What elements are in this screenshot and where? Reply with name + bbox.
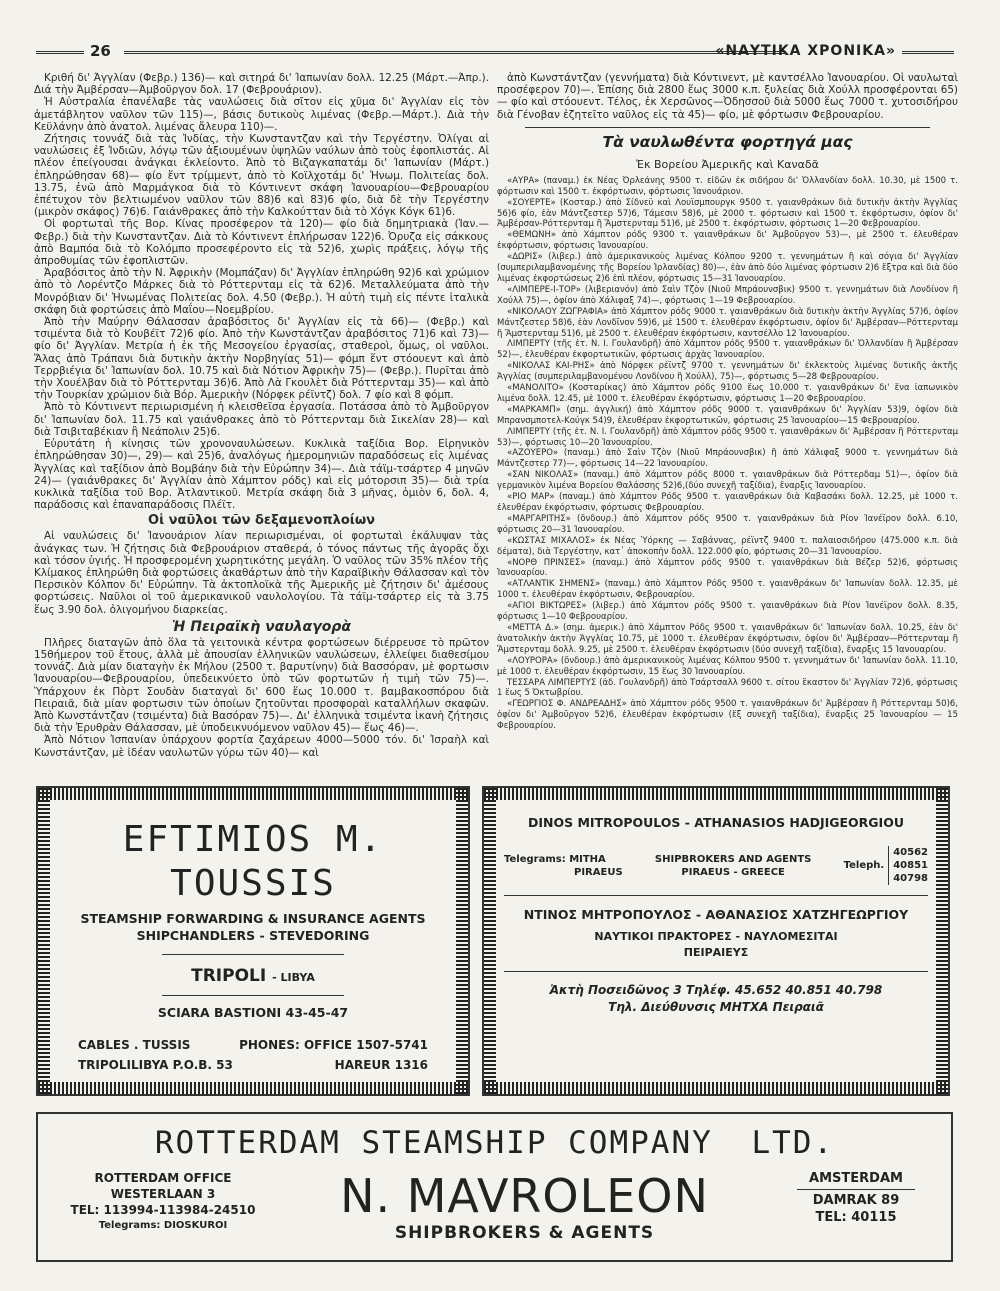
paragraph: Ἀπὸ τὸ Κόντινεντ περιωρισμένη ἡ κλεισθεῖσα ἐργασία. Ποτάσσα ἀπὸ τὸ Ἀμβοῦργον δι' Ἰαπωνίαν δολ. 11.75 καὶ γαιάνθρακες ἀπὸ τὸ Ρόττερνταμ διὰ Σικελίαν 28)— καὶ διὰ Τσιβιταβέκιαν ἢ Νεάπολιν 25)6. xyxy=(34,401,489,438)
ad-office-address: WESTERLAAN 3 xyxy=(110,1187,216,1201)
ad-title: DINOS MITROPOULOS - ATHANASIOS HADJIGEORGIOU xyxy=(527,815,904,830)
ad-border-pattern xyxy=(456,788,468,1094)
list-item: ΛΙΜΠΕΡΤΥ (τῆς ἑτ. Ν. Ι. Γουλανδρῆ) ἀπὸ Χάμπτον ρόδς 9500 τ. γαιανθράκων δι' Ἀμβέρσαν ἢ Ρόττερνταμ 53)—, φόρτωσις 10—20 Ἰανουαρίου. xyxy=(497,426,958,448)
ad-greek-line: ΝΑΥΤΙΚΟΙ ΠΡΑΚΤΟΡΕΣ - ΝΑΥΛΟΜΕΣΙΤΑΙ xyxy=(594,930,838,943)
ad-border-pattern xyxy=(484,1082,948,1094)
ad-border-pattern xyxy=(484,788,496,1094)
fixtures-list xyxy=(497,176,958,732)
ad-title: ROTTERDAM STEAMSHIP COMPANY xyxy=(154,1125,713,1161)
list-item: «ΜΑΝΟΛΙΤΟ» (Κοσταρίκας) ἀπὸ Χάμπτον ρόδς 9100 ἕως 10.000 τ. γαιανθράκων δι' ἕνα ἰαπωνικὸν λιμένα δολλ. 12.45, μὲ 1000 τ. ἐλευθέραν ἐκφόρτωσιν, φόρτωσις 1—20 Φεβρουαρίου. xyxy=(497,383,958,404)
page-header xyxy=(36,42,954,62)
ad-greek-telegram: Τηλ. Διεύθυνσις ΜΗΤΧΑ Πειραιᾶ xyxy=(608,1000,824,1014)
subheading-north-america: Ἐκ Βορείου Ἀμερικῆς καὶ Καναδᾶ xyxy=(636,157,819,171)
paragraph: Αἱ ναυλώσεις δι' Ἰανουάριον λίαν περιωρισμέναι, οἱ φορτωταὶ ἐκάλυψαν τὰς ἀνάγκας των. Ἡ ζήτησις διὰ Φεβρουάριον σταθερά, ὁ τόνος πάντως τῆς ἀγορᾶς ὄχι καὶ τόσον ὑγιής. Ἡ προσφερομένη χωρητικότης μεγάλη. Ὁ ναῦλος τῶν 35% πλέον τῆς Κλίμακος ἐπληρώθη διὰ φορτώσεις ἀκαθάρτων ἀπὸ τὴν Καραϊβικὴν Θάλασσαν καὶ τὸν Περσικὸν Κόλπον δι' Εὐρώπην. Τὰ ἀκτοπλοϊκὰ τῆς Ἀμερικῆς μὲ ζήτησιν δι' ἀμέσους φορτώσεις. Ναῦλοι οἱ τοῦ ἀμερικανικοῦ ναυλολογίου. Τὰ τάϊμ-τσάρτερ εἰς τὰ 3.75 ἕως 3.90 δολ. ὀλιγομήνου διαρκείας. xyxy=(34,530,489,616)
ad-contact-block xyxy=(504,846,928,885)
advertisement-mitropoulos xyxy=(482,786,950,1096)
ad-business-line: SHIPBROKERS AND AGENTS xyxy=(654,853,812,865)
ad-telegrams-city: PIRAEUS xyxy=(574,866,623,878)
ad-cables: CABLES . TUSSIS xyxy=(78,1038,191,1052)
list-item: ΤΕΣΣΑΡΑ ΛΙΜΠΕΡΤΥΣ (ἀδ. Γουλανδρῆ) ἀπὸ Τσάρτσαλλ 9600 τ. σίτου ἕκαστον δι' Ἀγγλίαν 72)6, φόρτωσις 1 ἕως 5 Ὀκτωβρίου. xyxy=(497,677,958,699)
header-rule-middle xyxy=(124,51,786,54)
ad-border-pattern xyxy=(38,788,468,800)
ad-address: SCIARA BASTIONI 43-45-47 xyxy=(157,1005,349,1020)
ad-phones xyxy=(844,846,928,885)
ad-border-pattern xyxy=(936,788,948,1094)
advertisement-toussis xyxy=(36,786,470,1096)
ad-company-name: EFTIMIOS M. TOUSSIS xyxy=(122,819,384,904)
publication-title: «ΝΑΥΤΙΚΑ ΧΡΟΝΙΚΑ» xyxy=(715,43,896,59)
divider xyxy=(797,1189,915,1190)
header-rule-right xyxy=(902,51,954,54)
list-item: «ΑΥΡΑ» (παναμ.) ἐκ Νέας Ὀρλεάνης 9500 τ. εἰδῶν ἐκ σιδήρου δι' Ὀλλανδίαν δολλ. 10.30, μὲ 1500 τ. φόρτωσιν καὶ 1500 τ. ἐκφόρτωσιν, φόρτωσις Ἰανουάριον. xyxy=(497,175,958,197)
ad-contact-row xyxy=(78,1056,428,1074)
ad-office-telegrams: Telegrams: DIOSKUROI xyxy=(98,1220,228,1231)
ad-ltd: LTD. xyxy=(751,1125,835,1161)
left-column xyxy=(34,72,489,772)
list-item: «ΣΟΥΕΡΤΕ» (Κοσταρ.) ἀπὸ Σίδνεϋ καὶ Λουϊσμπουργκ 9500 τ. γαιανθράκων διὰ δυτικὴν ἀκτὴν Ἀγγλίας 56)6 φίο, ἐὰν Μάντζεστερ 57)6, Τάμεσιν 58)6, μὲ 2000 τ. φόρτωσιν καὶ 1500 τ. ἐκφόρτωσιν, ὁφίον δι' Ἀμβέρσαν-Ρόττερνταμ ἢ Ἄμστερνταμ 51)6, μὲ 2500 τ. ἐκφόρτωσιν, φόρτωσις 1—20 Φεβρουαρίου. xyxy=(497,197,958,230)
list-item: «ΝΙΚΟΛΑΣ ΚΑΙ-ΡΗΣ» ἀπὸ Νόρφεκ ρέϊντζ 9700 τ. γεννημάτων δι' ἐκλεκτοὺς λιμένας δυτικῆς ἀκτῆς Ἀγγλίας (συμπεριλαμβανομένου Λονδίνου ἢ Χούλλ), 75)—, φόρτωσις 5—28 Φεβρουαρίου. xyxy=(497,361,958,383)
ad-border-pattern xyxy=(38,788,50,1094)
ad-country: - LIBYA xyxy=(272,971,315,984)
ad-rotterdam-title-row xyxy=(38,1124,951,1162)
list-item: «ΜΕΤΤΑ Δ.» (σημ. ἀμερικ.) ἀπὸ Χάμπτον Ρόδς 9500 τ. γαιανθράκων δι' Ἰαπωνίαν δολλ. 10.25, ἐὰν δι' ἀνατολικὴν ἀκτὴν Ἀγγλίας 10.75, μὲ 1000 τ. ἐλευθέραν ἐκφόρτωσιν, ὁφίον δι' Ἀμβέρσαν—Ρόττερνταμ ἢ Ἄμστερνταμ δολλ. 9.25, μὲ 2500 τ. ἐλευθέραν ἐκφόρτωσιν (δύο συνεχῆ ταξίδια), ἔναρξις 15 Ἰανουαρίου. xyxy=(497,622,958,655)
ad-hareur: HAREUR 1316 xyxy=(334,1058,428,1072)
ad-contact-row xyxy=(78,1036,428,1054)
divider xyxy=(525,127,930,128)
list-item: «ΡΙΟ ΜΑΡ» (παναμ.) ἀπὸ Χάμπτον Ρόδς 9500 τ. γαιανθράκων διὰ Καβασάκι δολλ. 12.25, μὲ 1000 τ. ἐλευθέραν ἐκφόρτωσιν, φόρτωσις Φεβρουαρίου. xyxy=(497,492,958,513)
ad-border-pattern xyxy=(38,1082,468,1094)
list-item: «ΓΕΩΡΓΙΟΣ Φ. ΑΝΔΡΕΑΔΗΣ» ἀπὸ Χάμπτον ρόδς 9500 τ. γαιανθράκων δι' Ἀμβέρσαν ἢ Ρόττερνταμ 50)6, ὁφίον δι' Ἀμβοῦργον 52)6, ἐλευθέραν ἐκφόρτωσιν (ἕξ συνεχῆ ταξίδια), ἔναρξις 25 Ἰανουαρίου — 15 Φεβρουαρίου. xyxy=(497,699,958,732)
ad-teleph-label: Teleph. xyxy=(843,860,885,871)
ad-greek-line: ΠΕΙΡΑΙΕΥΣ xyxy=(683,946,749,959)
ad-phone: 40851 xyxy=(893,860,928,871)
ad-pobox: TRIPOLILIBYA P.O.B. 53 xyxy=(78,1058,233,1072)
ad-business-line: PIRAEUS - GREECE xyxy=(681,866,785,878)
ad-company-sub: SHIPBROKERS & AGENTS xyxy=(394,1223,655,1243)
list-item: «ΚΩΣΤΑΣ ΜΙΧΑΛΟΣ» ἐκ Νέας Ὑόρκης — Σαβάννας, ρέϊντζ 9400 τ. παλαιοσιδήρου (475.000 κ.π. διὰ δέματα), διὰ Τεργέστην, κατ᾽ ἀποκοπὴν δολλ. 122.000 φίο, φόρτωσις 20—31 Ἰανουαρίου. xyxy=(497,535,958,557)
ad-telegrams xyxy=(504,853,623,879)
page-number: 26 xyxy=(90,42,111,60)
ad-services-line: SHIPCHANDLERS - STEVEDORING xyxy=(136,928,370,943)
list-item: «ΔΩΡΙΣ» (λιβερ.) ἀπὸ ἀμερικανικοὺς λιμένας Κόλπου 9200 τ. γεννημάτων ἢ καὶ σόγια δι' Ἀγγλίαν (συμπεριλαμβανομένης τῆς Βορείου Ἰρλανδίας) 80)—, ἐὰν ἀπὸ δύο λιμένας φόρτωσιν 2)6 ἔξτρα καὶ διὰ δύο λιμένας ἐκφορτώσεως 2)6 ἐπὶ πλέον, φόρτωσις 15—31 Ἰανουαρίου. xyxy=(497,252,958,284)
ad-mavroleon xyxy=(268,1170,781,1244)
ad-phone-list xyxy=(888,846,928,885)
list-item: ΛΙΜΠΕΡΤΥ (τῆς ἑτ. Ν. Ι. Γουλανδρῆ) ἀπὸ Χάμπτον ρόδς 9500 τ. γαιανθράκων δι' Ὀλλανδίαν ἢ Ἀμβέρσαν 52)—, ἐλευθέραν ἐκφορτωτικῶν, φόρτωσις ἀρχὰς Ἰανουαρίου. xyxy=(497,339,958,361)
ad-office-name: AMSTERDAM xyxy=(809,1171,903,1186)
list-item: «ΝΙΚΟΛΑΟΥ ΖΩΓΡΑΦΙΑ» ἀπὸ Χάμπτον ρόδς 9000 τ. γαιανθράκων διὰ δυτικὴν ἀκτὴν Ἀγγλίας 57)6, ὁφίον Μάντζεστερ 58)6, ἐὰν Λονδῖνον 59)6, μὲ 1500 τ. ἐλευθέραν ἐκφόρτωσιν, ὁφίον δι' Ἀμβέρσαν—Ρόττερνταμ ἢ Ἄμστερνταμ 51)6, μὲ 2500 τ. ἐλευθέραν ἐκφόρτωσιν, καντσέλλο 12 Ἰανουαρίου. xyxy=(497,306,958,339)
ad-office-address: DAMRAK 89 xyxy=(812,1193,900,1208)
ad-phone: 40562 xyxy=(893,847,928,858)
paragraph: Οἱ φορτωταὶ τῆς Βορ. Κίνας προσέφερον τὰ 120)— φίο διὰ δημητριακὰ (Ἰαν.—Φεβρ.) διὰ τὴν Κωνσταντζαν. Διὰ τὸ Κόντινεντ ἐπλήρωσαν 122)6. Ὀρυζα εἰς σάκκους ἀπὸ Βαμπόα διὰ τὸ Κολόμπο προσεφέροντο εἰς τὰ 52)6, χωρὶς πράξεις, λόγῳ τῆς ἀπροθυμίας τῶν ἐφοπλιστῶν. xyxy=(34,218,489,268)
paragraph: Ἀραβόσιτος ἀπὸ τὴν Ν. Ἀφρικὴν (Μομπάζαν) δι' Ἀγγλίαν ἐπληρώθη 92)6 καὶ χρώμιον ἀπὸ τὸ Λορέντζο Μάρκες διὰ τὸ Ρόττερνταμ εἰς τὰ 62)6. Μεταλλεύματα ἀπὸ τὴν Μονρόβιαν δι' Ἡνωμένας Πολιτείας δολ. 4.50 (Φεβρ.). Ἡ αὐτὴ τιμὴ εἰς πέντε ἰταλικὰ σκάφη διὰ φορτώσεις ἀπὸ Μαΐου—Νοεμβρίου. xyxy=(34,267,489,316)
list-item: «ΑΖΟΥΕΡΟ» (παναμ.) ἀπὸ Σαὶν Τζὸν (Νιοῦ Μπράουνσβικ) ἢ ἀπὸ Χάλιφαξ 9000 τ. γεννημάτων διὰ Μάντζεστερ 77)—, φόρτωσις 14—22 Ἰανουαρίου. xyxy=(497,448,958,470)
list-item: «ΛΙΜΠΕΡΕ-Ι-ΤΟΡ» (λιβεριανόν) ἀπὸ Σαὶν Τζὸν (Νιοῦ Μπράουνσβικ) 9500 τ. γεννημάτων διὰ Λονδίνον ἢ Χούλλ 75)—, ὁφίον ἀπὸ Χάλιφαξ 74)—, φόρτωσις 1—19 Φεβρουαρίου. xyxy=(497,284,958,306)
section-heading-piraeus: Ἡ Πειραϊκὴ ναυλαγορὰ xyxy=(172,618,351,635)
divider xyxy=(162,995,344,996)
paragraph: Εὐρυτάτη ἡ κίνησις τῶν χρονοναυλώσεων. Κυκλικὰ ταξίδια Βορ. Εἰρηνικὸν ἐπληρώθησαν 30)—, 29)— καὶ 25)6, ἀναλόγως ἡμερομηνιῶν παραδόσεως εἰς λιμένας Ἀγγλίας καὶ ταξίδιον ἀπὸ Βομβάην διὰ τὴν Εὐρώπην 34)—. Διὰ τάϊμ-τσάρτερ 4 μηνῶν 24)— (γαιάνθρακες δι' Ἀγγλίαν ἀπὸ Χάμπτον ρόδς) καὶ εἰς μότορσιπ 35)— διὰ τρία κυκλικὰ ταξίδια τοῦ Βορ. Ἀτλαντικοῦ. Μετρία σκάφη διὰ 3 μῆνας, ὁμιὸν 6, δολ. 4, παράδοσις καὶ ἐπαναπαράδοσις Πλέϊτ. xyxy=(34,438,489,512)
ad-phone: 40798 xyxy=(893,873,928,884)
list-item: «ΝΟΡΘ ΠΡΙΝΣΕΣ» (παναμ.) ἀπὸ Χάμπτον ρόδς 9500 τ. γαιανθράκων διὰ Βέζερ 52)6, φόρτωσις Ἰανουαρίου. xyxy=(497,557,958,579)
ad-amsterdam-office xyxy=(781,1170,931,1226)
ad-city-name: TRIPOLI xyxy=(191,966,267,986)
paragraph: Ἀπὸ τὴν Μαύρην Θάλασσαν ἀραβόσιτος δι' Ἀγγλίαν εἰς τὰ 66)— (Φεβρ.) καὶ τσιμέντα διὰ τὸ Κουβέϊτ 72)6 φίο. Ἀπὸ τὴν Κωνστάντζαν ἀραβόσιτος 71)6 καὶ 73)— φίο δι' Ἀγγλίαν. Μετρία ἡ ἐκ τῆς Μεσογείου ἐργασίας, σταθεροὶ, ὅμως, οἱ ναῦλοι. Ἄλας ἀπὸ Τράπανι διὰ δυτικὴν ἀκτὴν Νορβηγίας 51)— φόμπ ἕντ στόουεντ καὶ ἀπὸ Τερρβιέγια δι' Ἰαπωνίαν δολ. 10.75 καὶ διὰ Νότιον Ἀφρικὴν 75)— (Φεβρ.). Πυρῖται ἀπὸ τὴν Χουέλβαν διὰ τὸ Ρόττερνταμ 36)6. Ἀπὸ Λὰ Γκουλὲτ διὰ Ρόττερνταμ 35)— καὶ ἀπὸ τὴν Τουρκίαν χρώμιον διὰ Βόρ. Ἀμερικὴν (Νόρφεκ ρέϊντζ) δολ. 7 φίο καὶ 8 φόμπ. xyxy=(34,316,489,402)
paragraph: ἀπὸ Κωνστάντζαν (γεννήματα) διὰ Κόντινεντ, μὲ καντσέλλο Ἰανουαρίου. Οἱ ναυλωταὶ προσέφερον 70)—. Ἐπίσης διὰ 2800 ἕως 3000 κ.π. ξυλείας διὰ Χούλλ προσφέρονται 65)— φίο καὶ στόουεντ. Τέλος, ἐκ Χερσῶνος—Ὀδησσοῦ διὰ 5000 ἕως 7000 τ. χυτοσιδήρου διὰ Γένοβαν ἐζητεῖτο ναῦλος εἰς τὰ 45)— φίο, μὲ φόρτωσιν Φεβρουαρίου. xyxy=(497,72,958,121)
paragraph: Ἡ Αὐστραλία ἐπανέλαβε τὰς ναυλώσεις διὰ σῖτον εἰς χῦμα δι' Ἀγγλίαν εἰς τὸν ἀμετάβλητον ναῦλον τῶν 115)—, βάσις δυτικοὺς λιμένας (Φεβρ.—Μάρτ.). Διὰ τὴν Κεϋλάνην ἀπὸ ἀνατολ. λιμένας ἄλευρα 110)—. xyxy=(34,96,489,133)
ad-border-pattern xyxy=(484,788,948,800)
paragraph: Κριθή δι' Άγγλίαν (Φεβρ.) 136)— καὶ σιτηρά δι' Ίαπωνίαν δολλ. 12.25 (Μάρτ.—Άπρ.). Διά τὴν Άμβέρσαν—Άμβοῦργον δολ. 17 (Φεβρουάριον). xyxy=(34,72,489,97)
divider xyxy=(162,954,344,955)
ad-rotterdam-office xyxy=(58,1170,268,1234)
ad-telegrams-label: Telegrams: xyxy=(504,853,566,865)
ad-services-line: STEAMSHIP FORWARDING & INSURANCE AGENTS xyxy=(80,911,426,926)
paragraph: Ἀπὸ Νότιον Ἰσπανίαν ὑπάρχουν φορτία ζαχάρεων 4000—5000 τόν. δι' Ἰσραὴλ καὶ Κωνστάντζαν, μὲ ἰδέαν ναυλωτῶν γύρω τῶν 40)— καὶ xyxy=(34,734,489,759)
ad-office-tel: TEL: 40115 xyxy=(815,1210,897,1225)
list-item: «ΛΟΥΡΟΡΑ» (ὄνδουρ.) ἀπὸ ἀμερικανικοὺς λιμένας Κόλπου 9500 τ. γεννημάτων δι' Ἰαπωνίαν δολλ. 11.10, μὲ 1000 τ. ἐλευθέραν ἐκφόρτωσιν, 15 ἕως 30 Ἰανουαρίου. xyxy=(497,655,958,677)
list-item: «ΣΑΝ ΝΙΚΟΛΑΣ» (παναμ.) ἀπὸ Χάμπτον ρόδς 8000 τ. γαιανθράκων διὰ Ρόττερδαμ 51)—, ὁφίον διὰ γερμανικὸν λιμένα Βορείου Θαλάσσης 52)6,(δύο συνεχῆ ταξίδια), ἔναρξις Ἰανουαρίου. xyxy=(497,470,958,492)
divider xyxy=(504,895,928,896)
ad-greek-address: Ἀκτὴ Ποσειδῶνος 3 Τηλέφ. 45.652 40.851 40.798 xyxy=(549,983,883,997)
ad-greek-title: ΝΤΙΝΟΣ ΜΗΤΡΟΠΟΥΛΟΣ - ΑΘΑΝΑΣΙΟΣ ΧΑΤΖΗΓΕΩΡΓΙΟΥ xyxy=(523,907,909,922)
header-rule-left xyxy=(36,51,84,54)
paragraph: Ζήτησις τοννάζ διὰ τὰς Ἰνδίας, τὴν Κωνσταντζαν καὶ τὴν Τεργέστην. Ὀλίγαι αἱ ναυλώσεις ἐξ Ἰνδιῶν, λόγῳ τῶν ἀξιουμένων ὑψηλῶν ναύλων ἀπὸ τοὺς ἐφοπλιστάς. Αἱ πλέον ἐπείγουσαι ἀνάγκαι ἐκλείοντο. Ἀπὸ τὸ Βιζαγκαπατάμ δι' Ἰαπωνίαν (Μάρτ.) ἐπληρώθησαν 68)— φίο ἕντ τρίμμεντ, ἀπὸ τὸ Κοϊλχοτάμ δι' Ἡνωμ. Πολιτείας δολ. 13.75, ἐνῶ ἀπὸ Μαρμάγκοα διὰ τὸ Κόντινεντ σκάφη Ἰανουαρίου—Φεβρουαρίου ἐπέτυχον τὸν βελτιωμένον ναῦλον τῶν 88)6 καὶ 83)6 φίο, διὰ δὲ τὴν Τεργέστην (μικρὸν σκάφος) 76)6. Γαιάνθρακες ἀπὸ τὴν Καλκούτταν διὰ τὸ Χόγκ Κόγκ 61)6. xyxy=(34,133,489,219)
list-item: «ΜΑΡΚΑΜΠ» (σημ. ἀγγλική) ἀπὸ Χάμπτον ρόδς 9000 τ. γαιανθράκων δι' Ἀγγλίαν 53)9, ὁφίον διὰ Μπρανσμποτελ-Κούγκ 54)9, ἐλευθέραν ἐκφορτωτικῶν, φόρτωσις 25 Ἰανουαρίου—15 Φεβρουαρίου. xyxy=(497,404,958,426)
ad-company-name: N. MAVROLEON xyxy=(340,1169,709,1223)
list-item: «ΜΑΡΓΑΡΙΤΗΣ» (ὄνδουρ.) ἀπὸ Χάμπτον ρόδς 9500 τ. γαιανθράκων διὰ Ρίον Ἰανέϊρον δολλ. 6.10, φόρτωσις 20—31 Ἰανουαρίου. xyxy=(497,513,958,535)
ad-office-name: ROTTERDAM OFFICE xyxy=(94,1171,232,1185)
ad-city xyxy=(52,965,454,989)
list-item: «ΘΕΜΩΝΗ» ἀπὸ Χάμπτον ρόδς 9300 τ. γαιανθράκων δι' Ἀμβοῦργον 53)—, μὲ 2500 τ. ἐλευθέραν ἐκφόρτωσιν, φόρτωσις Ἰανουαρίου. xyxy=(497,230,958,252)
ad-rotterdam-body xyxy=(58,1170,931,1244)
paragraph: Πλῆρες διαταγῶν ἀπὸ ὅλα τὰ γειτονικὰ κέντρα φορτώσεων διέρρευσε τὸ πρῶτον 15θήμερον τοῦ ἔτους, ἀλλὰ μὲ ἀπουσίαν ἑλληνικῶν ναυλώσεων, ἐλλείψει διαθεσίμου τοννάζ. Διὰ μίαν διαταγὴν ἐκ Μήλου (2500 τ. βαρυτίνην) διὰ Βασσόραν, μὲ φορτωσιν Ἰανουαρίου—Φεβρουαρίου, ὑπεδεικνύετο ὑπὸ τῶν φορτωτῶν ἡ τιμὴ τῶν 75)—. Ὑπάρχουν ἐκ Πὸρτ Σουδὰν διαταγαὶ δι' 600 ἕως 10.000 τ. βαμβακοσπόρου διὰ Πειραιᾶ, διὰ μίαν φορτωσιν τῶν ὁποίων ζητοῦνται προσφοραὶ καταλλήλων σκαφῶν. Ἀπὸ Κωνστάντζαν (τσιμέντα) διὰ Βασόραν 75)—. Δι' ἑλληνικὰ τσιμέντα ἱκανὴ ζήτησις διὰ τὴν Ἐρυθρὰν Θάλασσαν, μὲ ὑποδεικνυόμενον ναῦλον 45)— ἕως 46)—. xyxy=(34,636,489,735)
ad-phones: PHONES: OFFICE 1507-5741 xyxy=(239,1038,428,1052)
advertisement-rotterdam xyxy=(36,1112,953,1262)
divider xyxy=(504,971,928,972)
right-column xyxy=(497,72,958,778)
list-item: «ΑΓΙΟΙ ΒΙΚΤΩΡΕΣ» (λιβερ.) ἀπὸ Χάμπτον ρόδς 9500 τ. γαιανθράκων διὰ Ρίον Ἰανέϊρον δολλ. 8.35, φόρτωσις 1—10 Φεβρουαρίου. xyxy=(497,601,958,623)
list-item: «ΑΤΛΑΝΤΙΚ ΣΗΜΕΝΣ» (παναμ.) ἀπὸ Χάμπτον Ρόδς 9500 τ. γαιανθράκων δι' Ἰαπωνίαν δολλ. 12.35, μὲ 1000 τ. ἐλευθέραν ἐκφόρτωσιν, Φεβρουαρίου. xyxy=(497,579,958,601)
ad-office-tel: TEL: 113994-113984-24510 xyxy=(70,1203,256,1217)
ad-business xyxy=(655,853,811,879)
section-heading-tankers: Οἱ ναῦλοι τῶν δεξαμενοπλοίων xyxy=(148,513,375,529)
section-heading-fixtures: Τὰ ναυλωθέντα φορτηγά μας xyxy=(602,132,853,151)
ad-telegrams-value: MITHA xyxy=(569,853,606,865)
